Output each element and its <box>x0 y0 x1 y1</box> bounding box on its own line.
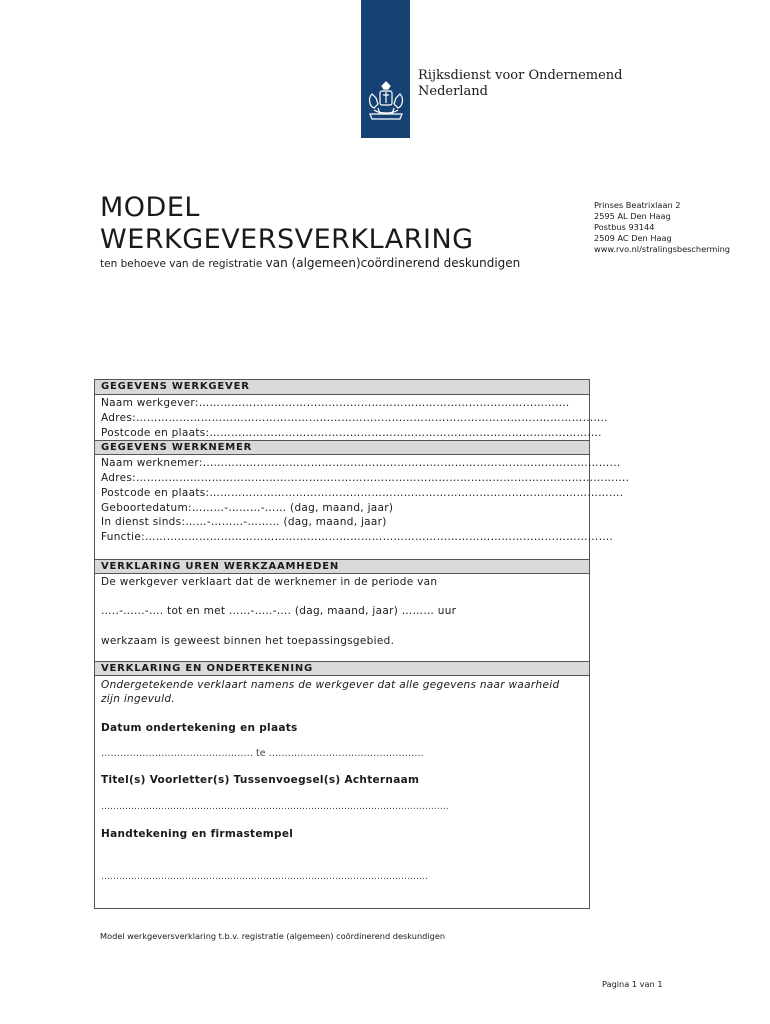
signature-date-label: Datum ondertekening en plaats <box>101 722 298 734</box>
signature-name-field[interactable]: ……………………………………………………………………………………….……………. <box>101 802 449 812</box>
coat-of-arms-icon <box>364 80 408 124</box>
employee-address-field[interactable]: Adres:…………………………………………………………………………………………….…………………………. <box>101 472 630 484</box>
employee-name-field[interactable]: Naam werknemer:………………………………………………………….……………….………………………... <box>101 457 621 469</box>
section-header-hours: VERKLARING UREN WERKZAAMHEDEN <box>95 559 589 574</box>
organization-line-1: Rijksdienst voor Ondernemend <box>418 68 623 83</box>
signature-statement: Ondergetekende verklaart namens de werkgever dat alle gegevens naar waarheid zijn ingevuld. <box>101 679 560 705</box>
page-title-line-2: WERKGEVERSVERKLARING <box>100 224 474 255</box>
declaration-form <box>94 379 630 909</box>
employee-function-field[interactable]: Functie:…………………………………………………………………………………………………………………. <box>101 531 614 543</box>
signature-sign-label: Handtekening en firmastempel <box>101 828 294 840</box>
page-subtitle <box>100 256 520 271</box>
section-header-signature: VERKLARING EN ONDERTEKENING <box>95 661 589 676</box>
employee-postcode-field[interactable]: Postcode en plaats:……………………………………………………………………………………………………. <box>101 487 624 499</box>
subtitle-part-1: ten behoeve van de registratie <box>100 258 266 270</box>
employer-name-field[interactable]: Naam werkgever:…………………………………………………………………………………………. <box>101 397 570 409</box>
section-header-employee: GEGEVENS WERKNEMER <box>95 440 589 455</box>
employer-address-field[interactable]: Adres:…………………………………………………………..……………………………………..………………. <box>101 412 608 424</box>
address-website: www.rvo.nl/stralingsbescherming <box>594 244 730 254</box>
page-title-line-1: MODEL <box>100 192 200 223</box>
page-number: Pagina 1 van 1 <box>602 979 663 989</box>
signature-sign-field[interactable]: ………………………………………………………………………………………………. <box>101 872 428 882</box>
address-line-3: Postbus 93144 <box>594 222 655 232</box>
footer-note: Model werkgeversverklaring t.b.v. registratie (algemeen) coördinerend deskundigen <box>100 931 446 941</box>
signature-name-label: Titel(s) Voorletter(s) Tussenvoegsel(s) Achternaam <box>101 774 420 786</box>
hours-period-field[interactable]: …..-…...-…. tot en met ……-…..-…. (dag, maand, jaar) ……… uur <box>101 605 457 617</box>
employee-in-service-field[interactable]: In dienst sinds:……-………-……… (dag, maand, jaar) <box>101 516 387 528</box>
organization-line-2: Nederland <box>418 84 488 99</box>
address-line-1: Prinses Beatrixlaan 2 <box>594 200 681 210</box>
signature-date-place-field[interactable]: ………………………………………… te …………………………………………. <box>101 748 424 759</box>
organization-name <box>418 68 622 100</box>
employee-birthdate-field[interactable]: Geboortedatum:………-………-…… (dag, maand, jaar) <box>101 502 394 514</box>
employer-postcode-field[interactable]: Postcode en plaats:………………………………………………………………………………………………. <box>101 427 602 439</box>
hours-intro-text: De werkgever verklaart dat de werknemer in de periode van <box>101 576 438 588</box>
hours-scope-text: werkzaam is geweest binnen het toepassingsgebied. <box>101 635 395 647</box>
section-header-employer: GEGEVENS WERKGEVER <box>95 380 589 395</box>
subtitle-part-2: van (algemeen)coördinerend deskundigen <box>265 256 521 270</box>
address-block <box>594 200 730 255</box>
address-line-4: 2509 AC Den Haag <box>594 233 672 243</box>
address-line-2: 2595 AL Den Haag <box>594 211 671 221</box>
